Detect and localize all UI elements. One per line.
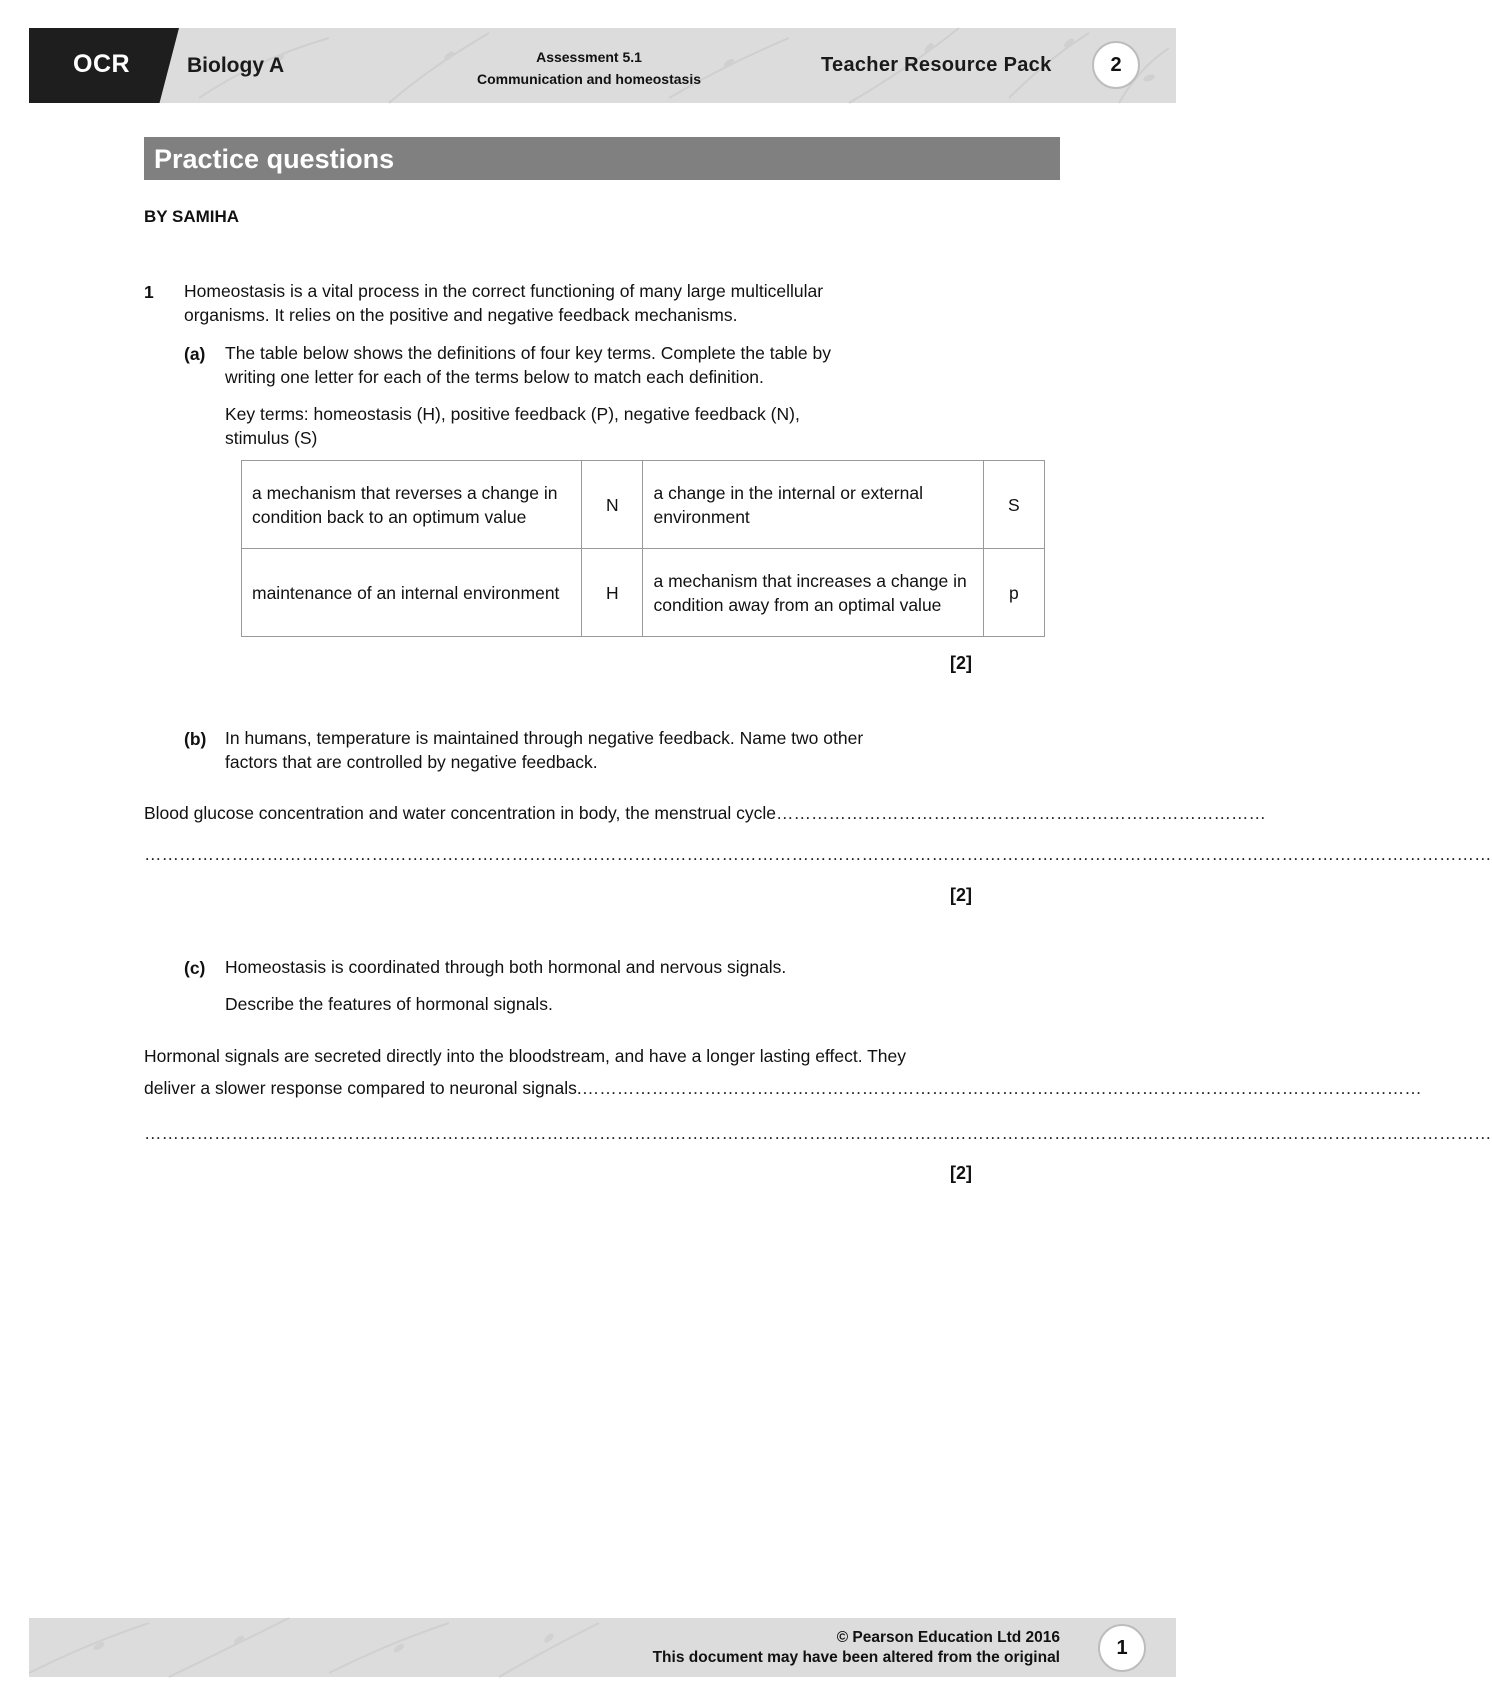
dotted-leader: ……………………………………………………………………………………………………………………………………………………………………………………………………………	[144, 1123, 1492, 1143]
key-terms-line-2: stimulus (S)	[225, 428, 318, 448]
assessment-number: Assessment 5.1	[536, 49, 642, 65]
definition-cell: a mechanism that increases a change in condition away from an optimal value	[643, 549, 983, 637]
table-row	[242, 549, 1045, 637]
answer-cell[interactable]: N	[582, 461, 643, 549]
page-number-badge: 1	[1098, 1624, 1146, 1672]
answer-text-c-1: Hormonal signals are secreted directly into the bloodstream, and have a longer lasting effect. They	[144, 1046, 907, 1066]
part-b-label: (b)	[184, 729, 207, 749]
part-b-line-1: In humans, temperature is maintained through negative feedback. Name two other	[225, 728, 864, 748]
part-a-line-1: The table below shows the definitions of four key terms. Complete the table by	[225, 343, 832, 363]
dotted-leader: ………………………………………………………………………………………………………………………………	[581, 1078, 1422, 1098]
marks-part-c: [2]	[950, 1163, 972, 1183]
footer-notice	[653, 1628, 1060, 1668]
author-line: BY SAMIHA	[144, 207, 240, 226]
pack-number-badge: 2	[1092, 41, 1140, 89]
page-title: Practice questions	[154, 144, 395, 174]
marks-part-a: [2]	[950, 653, 972, 673]
answer-cell[interactable]: p	[983, 549, 1044, 637]
subject-title: Biology A	[187, 54, 285, 77]
question-number: 1	[144, 282, 154, 302]
question-intro-line-1: Homeostasis is a vital process in the correct functioning of many large multicellular	[184, 281, 824, 301]
answer-text-b: Blood glucose concentration and water concentration in body, the menstrual cycle	[144, 803, 776, 823]
part-c-line-2: Describe the features of hormonal signals.	[225, 994, 553, 1014]
answer-line-b-2[interactable]	[144, 838, 1492, 870]
part-b-line-2: factors that are controlled by negative feedback.	[225, 752, 598, 772]
key-terms-line-1: Key terms: homeostasis (H), positive feedback (P), negative feedback (N),	[225, 404, 800, 424]
answer-line-b-1[interactable]	[144, 797, 1266, 829]
copyright-text: © Pearson Education Ltd 2016	[836, 1629, 1060, 1646]
assessment-heading	[409, 46, 769, 90]
part-c-line-1: Homeostasis is coordinated through both hormonal and nervous signals.	[225, 957, 787, 977]
definition-cell: a mechanism that reverses a change in condition back to an optimum value	[242, 461, 582, 549]
section-title-bar	[144, 137, 1060, 180]
marks-part-b: [2]	[950, 885, 972, 905]
answer-cell[interactable]: H	[582, 549, 643, 637]
definition-cell: a change in the internal or external environment	[643, 461, 983, 549]
pack-title: Teacher Resource Pack	[821, 54, 1052, 76]
part-a-label: (a)	[184, 344, 206, 364]
key-terms-table	[241, 460, 1045, 637]
assessment-topic: Communication and homeostasis	[476, 71, 702, 87]
page-footer	[29, 1618, 1176, 1677]
question-intro-line-2: organisms. It relies on the positive and negative feedback mechanisms.	[184, 305, 738, 325]
page-header	[29, 28, 1176, 103]
part-c-label: (c)	[184, 958, 206, 978]
definition-cell: maintenance of an internal environment	[242, 549, 582, 637]
answer-line-c-1[interactable]	[144, 1040, 1032, 1072]
ocr-logo: OCR	[73, 50, 131, 78]
dotted-leader: ……………………………………………………………………………………………………………………………………………………………………………………………………………	[144, 844, 1492, 864]
answer-line-c-2[interactable]	[144, 1072, 1422, 1104]
answer-line-c-3[interactable]	[144, 1117, 1492, 1149]
table-row	[242, 461, 1045, 549]
answer-cell[interactable]: S	[983, 461, 1044, 549]
answer-text-c-2: deliver a slower response compared to neuronal signals.	[144, 1078, 582, 1098]
alteration-notice: This document may have been altered from the original	[652, 1649, 1060, 1666]
dotted-leader: …………………………………………………………………………	[776, 803, 1266, 823]
part-a-line-2: writing one letter for each of the terms below to match each definition.	[225, 367, 764, 387]
